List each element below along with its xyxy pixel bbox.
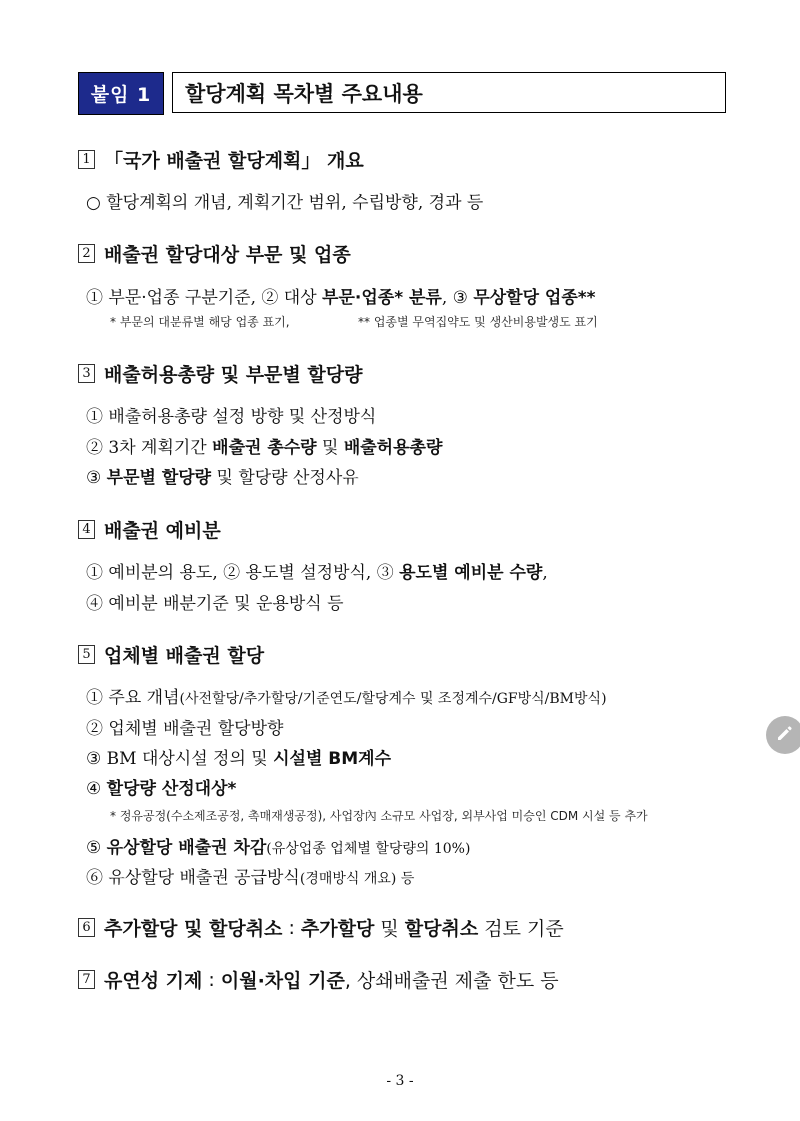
section-4-heading [78,516,221,543]
section-5-item-2: ② 업체별 배출권 할당방향 [86,719,284,739]
page-header [78,72,726,115]
text-small: (경매방식 개요) 등 [299,871,415,887]
section-5-note: * 정유공정(수소제조공정, 촉매재생공정), 사업장內 소규모 사업장, 외부사업 미승인 CDM 시설 등 추가 [110,809,648,823]
section-2-item [86,283,596,308]
text-segment: ⑤ [86,838,107,858]
text-segment: 및 [316,438,344,458]
text-bold: 용도별 예비분 수량 [399,563,543,583]
section-title: 추가할당 및 할당취소 [104,918,283,940]
text-bold: 배출권 총수량 [212,438,317,458]
text-segment: ② 3차 계획기간 [86,438,213,458]
section-1-heading [78,146,364,173]
section-number: 4 [78,520,95,539]
text-small: (사전할당/추가할당/기준연도/할당계수 및 조정계수/GF방식/BM방식) [179,691,607,707]
section-5-item-1 [86,683,607,708]
text-bold: 부문·업종* 분류 [322,288,442,308]
text-segment: 및 할당량 산정사유 [211,468,359,488]
text-small: (유상업종 업체별 할당량의 10%) [266,841,471,857]
text-bold: 할당취소 [404,918,479,940]
page-number: - 3 - [386,1073,414,1089]
page-title: 할당계획 목차별 주요내용 [172,72,726,113]
text-bold: 할당량 산정대상* [106,779,237,799]
section-title: 배출권 할당대상 부문 및 업종 [104,244,351,266]
section-3-item-1: ① 배출허용총량 설정 방향 및 산정방식 [86,407,377,427]
section-number: 7 [78,970,95,989]
text-segment: , [542,563,548,583]
section-3-item-3 [86,463,359,488]
text-segment: , 상쇄배출권 제출 한도 등 [344,970,559,992]
text-segment: ⑥ 유상할당 배출권 공급방식 [86,868,300,888]
section-4-item-2: ④ 예비분 배분기준 및 운용방식 등 [86,594,344,614]
text-segment: ① 예비분의 용도, ② 용도별 설정방식, ③ [86,563,400,583]
section-number: 2 [78,244,95,263]
text-segment: ③ [86,468,107,488]
text-bold: 무상할당 업종** [473,288,596,308]
text-bold: 부문별 할당량 [106,468,212,488]
section-5-item-4 [86,774,236,799]
text-segment: ① 주요 개념 [86,688,180,708]
section-5-item-6 [86,863,414,888]
section-7-heading [78,966,559,993]
section-2-note-1: * 부문의 대분류별 해당 업종 표기, [110,315,290,329]
text-bold: 이월·차입 기준 [220,970,345,992]
section-1-item: ○ 할당계획의 개념, 계획기간 범위, 수립방향, 경과 등 [86,193,484,213]
text-segment: 및 [374,918,405,940]
section-title: 업체별 배출권 할당 [104,645,265,667]
section-title: 배출허용총량 및 부문별 할당량 [104,364,363,386]
section-number: 3 [78,364,95,383]
section-5-item-5 [86,833,470,858]
text-bold: 배출허용총량 [343,438,443,458]
section-number: 6 [78,918,95,937]
section-number: 5 [78,645,95,664]
separator: : [202,968,221,991]
section-5-heading [78,641,264,668]
text-bold: 추가할당 [300,918,375,940]
section-3-item-2 [86,433,442,458]
section-4-item-1 [86,558,548,583]
separator: : [282,916,301,939]
section-number: 1 [78,150,95,169]
text-bold: 시설별 BM계수 [273,749,392,769]
pencil-icon [775,723,795,747]
edit-button[interactable] [766,716,800,754]
section-3-heading [78,360,362,387]
text-segment: ① 부문·업종 구분기준, ② 대상 [86,288,323,308]
section-5-item-3 [86,744,391,769]
text-segment: ③ BM 대상시설 정의 및 [86,749,274,769]
section-title: 유연성 기제 [104,970,203,992]
section-6-heading [78,914,564,941]
section-2-heading [78,240,351,267]
text-segment: , ③ [441,288,474,308]
section-title: 「국가 배출권 할당계획」 개요 [104,150,364,172]
text-segment: ④ [86,779,107,799]
text-bold: 유상할당 배출권 차감 [106,838,267,858]
section-title: 배출권 예비분 [104,520,221,542]
section-2-note-2: ** 업종별 무역집약도 및 생산비용발생도 표기 [358,315,598,329]
attachment-tag: 붙임 1 [78,72,164,115]
text-segment: 검토 기준 [478,918,564,940]
